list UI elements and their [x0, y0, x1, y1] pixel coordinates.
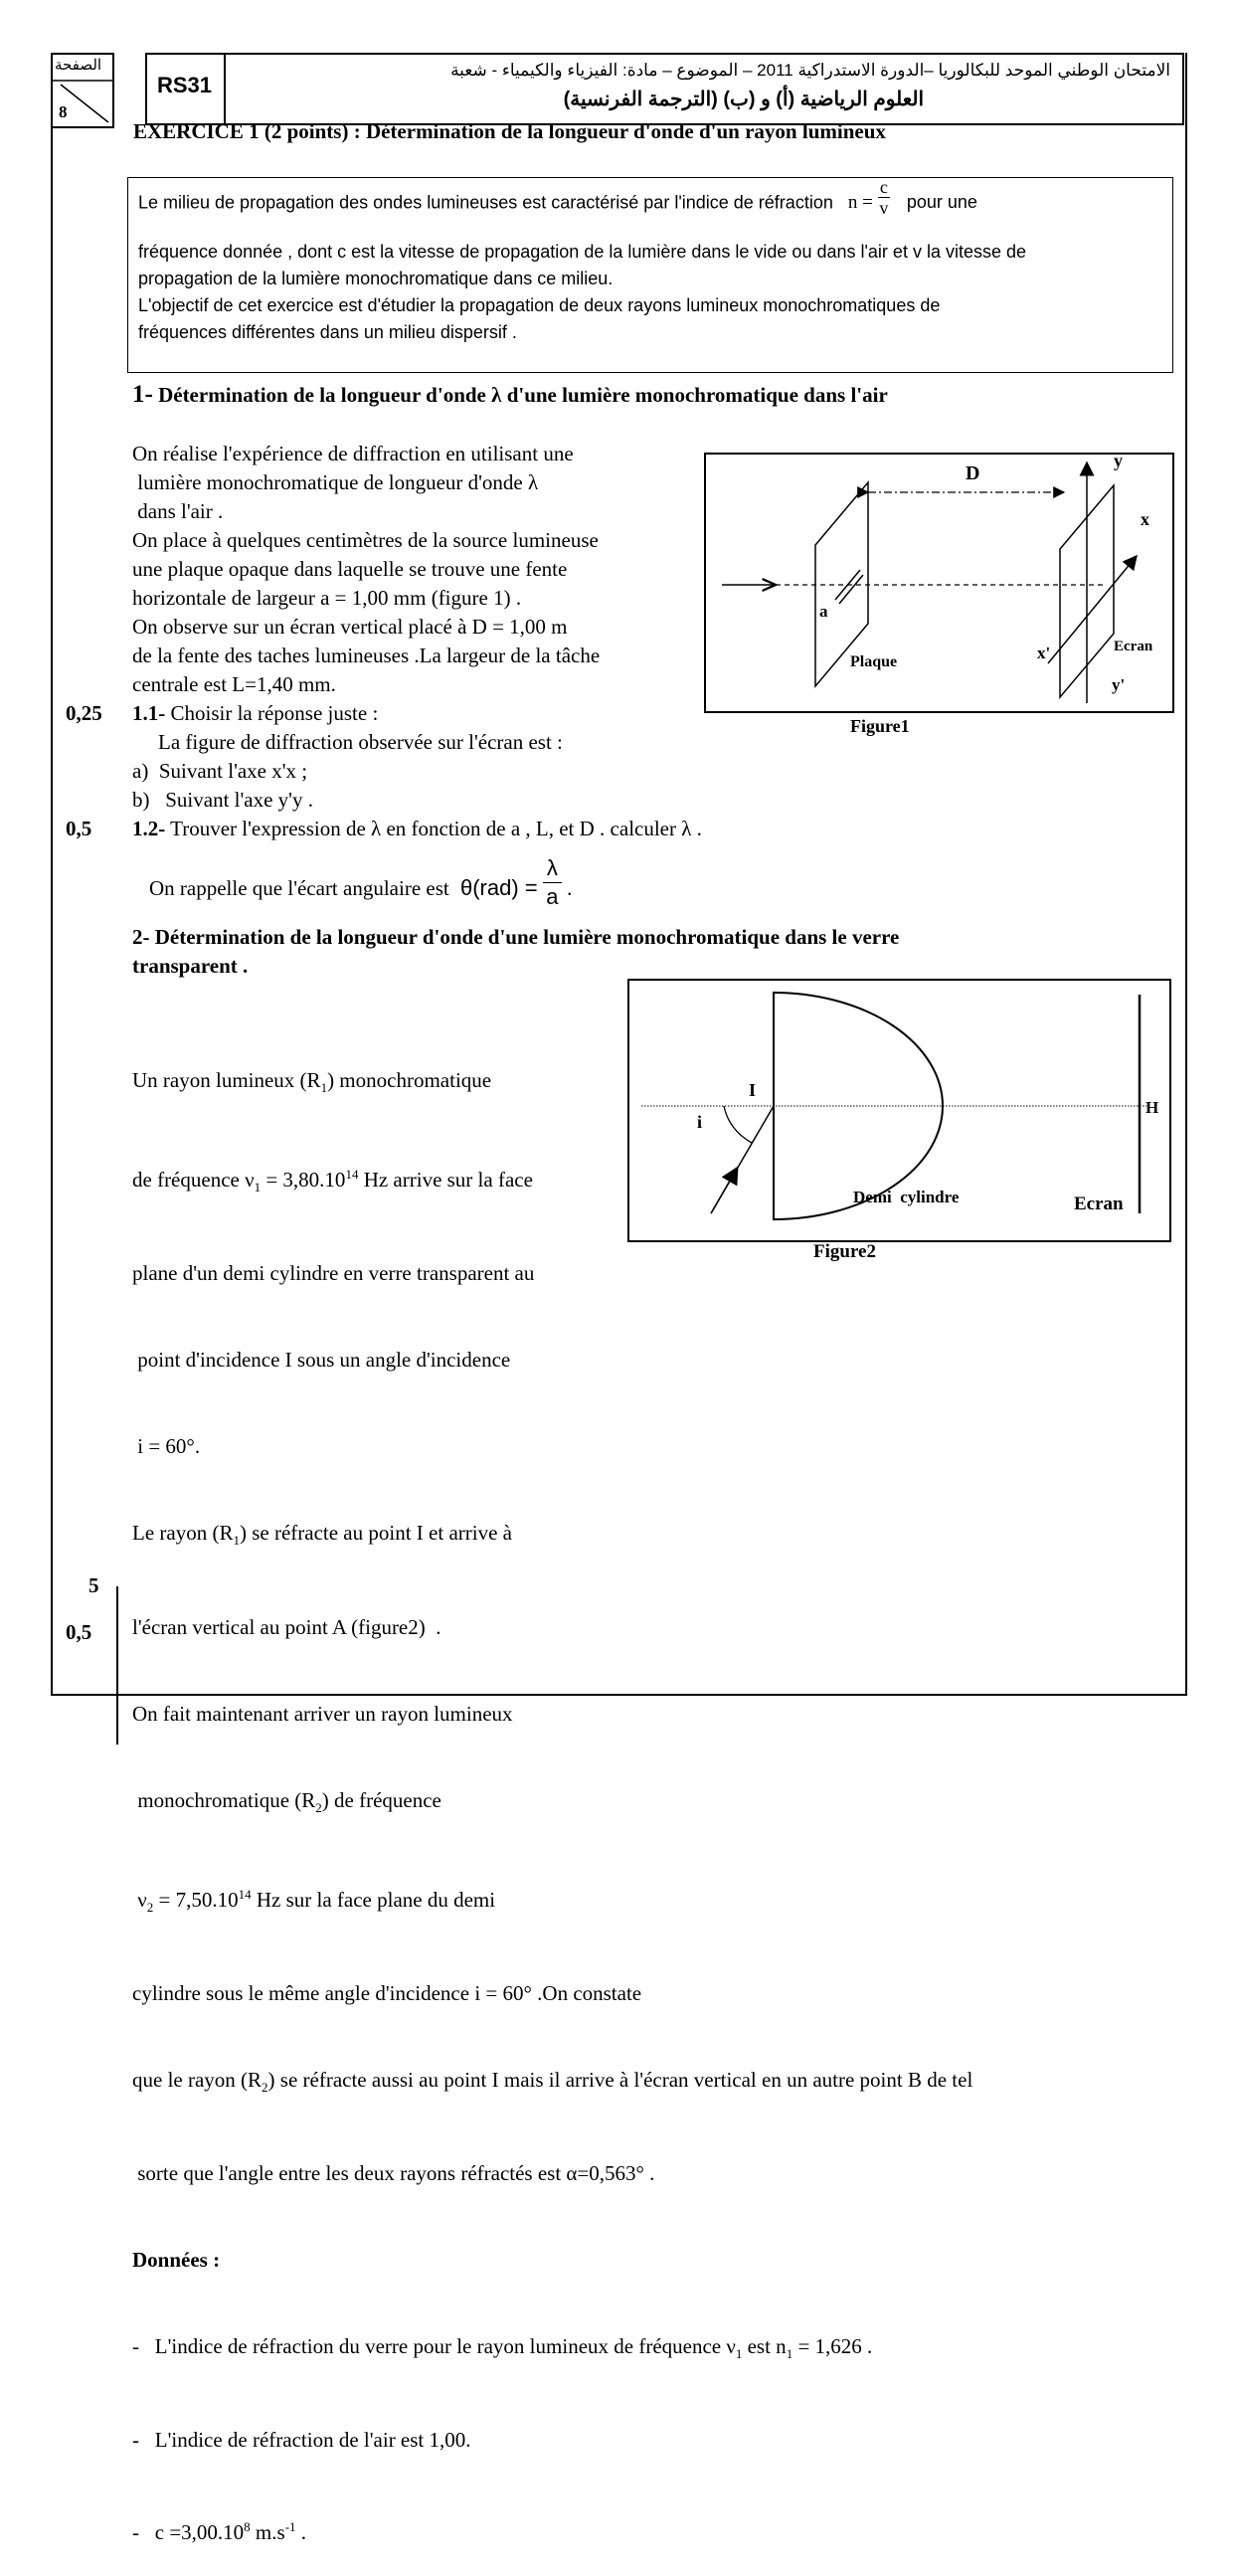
question-1-2	[132, 815, 702, 843]
fig2-label-ecran: Ecran	[1074, 1194, 1124, 1214]
figure-1-drawing	[706, 455, 1172, 711]
exercise-title: EXERCICE 1 (2 points) : Détermination de la longueur d'onde d'un rayon lumineux	[133, 119, 886, 143]
part2-num: 2-	[132, 925, 150, 949]
reminder-den: a	[546, 884, 559, 909]
part2-line-4: point d'incidence I sous un angle d'incidence	[132, 1348, 511, 1373]
fig2-label-demi-cylindre: Demi cylindre	[853, 1188, 960, 1206]
header-line-1: الامتحان الوطني الموحد للبكالوريا –الدورة الاستدراكية 2011 – الموضوع – مادة: الفيزياء والكيمياء - شعبة	[450, 61, 1170, 80]
page-number: 8	[59, 102, 68, 121]
reminder-line	[149, 850, 572, 914]
fig1-label-yprime: y'	[1112, 675, 1126, 694]
donnee-3: - $c =3,00.10^8$ $m.s^{-1}$ .	[132, 2519, 307, 2545]
points-q2: 0,5	[66, 1620, 92, 1644]
q1-1-option-b: b) Suivant l'axe y'y .	[132, 788, 313, 812]
header-line-2: العلوم الرياضية (أ) و (ب) (الترجمة الفرنسية)	[563, 89, 924, 110]
fig1-label-x: x	[1141, 509, 1149, 529]
angle-arc	[724, 1106, 752, 1143]
reminder-end: .	[567, 876, 573, 901]
q1-1-option-a: a) Suivant l'axe x'x ;	[132, 759, 308, 783]
intro-line-2: fréquence donnée , dont c est la vitesse de propagation de la lumière dans le vide ou dans l'air et v la vitesse de	[138, 242, 1026, 262]
donnee-1: - L'indice de réfraction du verre pour le rayon lumineux de fréquence $\nu_1$ est $n_1 = 1,626$ .	[132, 2334, 873, 2362]
part2-line-13: sorte que l'angle entre les deux rayons réfractés est α=0,563° .	[132, 2161, 655, 2186]
intro-text-a: Le milieu de propagation des ondes lumineuses est caractérisé par l'indice de réfraction	[138, 192, 833, 213]
page-label: الصفحة	[55, 57, 102, 74]
figure-1-caption: Figure1	[850, 716, 910, 736]
fig1-label-D: D	[966, 462, 980, 484]
intro-line-1	[138, 177, 977, 218]
formula-n-num: c	[879, 177, 888, 197]
part1-num: 1-	[132, 381, 153, 408]
fig2-label-I: I	[749, 1080, 757, 1100]
part1-line-3: dans l'air .	[132, 499, 224, 523]
page-number-box	[51, 53, 114, 128]
q1-1-text: Choisir la réponse juste :	[170, 701, 379, 725]
margin-divider	[116, 1586, 118, 1745]
part2-line-9: monochromatique $(R_2)$ de fréquence	[132, 1787, 441, 1815]
part2-line-7: l'écran vertical au point A (figure2) .	[132, 1614, 441, 1639]
reminder-text: On rappelle que l'écart angulaire est	[149, 876, 449, 901]
q1-1-num: 1.1-	[132, 701, 166, 725]
fig1-label-plaque: Plaque	[850, 653, 898, 670]
part2-line-10: $\nu_2 = 7,50.10^{14}$ Hz sur la face plane du demi	[132, 1886, 496, 1915]
q1-1-sub: La figure de diffraction observée sur l'écran est :	[158, 730, 563, 754]
fig1-label-a: a	[819, 602, 828, 621]
part2-title-1: Détermination de la longueur d'onde d'une lumière monochromatique dans le verre	[154, 925, 900, 949]
part2-line-3: plane d'un demi cylindre en verre transparent au	[132, 1261, 535, 1286]
formula-n-frac	[878, 177, 890, 218]
q1-2-text: Trouver l'expression de λ en fonction de a , L, et D . calculer λ .	[170, 817, 702, 840]
intro-line-4: L'objectif de cet exercice est d'étudier la propagation de deux rayons lumineux monochromatiques de	[138, 295, 941, 315]
part2-line-2: de fréquence $\nu_1 = 3,80.10^{14}$ Hz arrive sur la face	[132, 1167, 533, 1196]
part1-line-9: centrale est L=1,40 mm.	[132, 672, 336, 696]
part1-line-1: On réalise l'expérience de diffraction en utilisant une	[132, 442, 574, 465]
part1-line-5: une plaque opaque dans laquelle se trouve une fente	[132, 557, 568, 581]
fig2-label-i: i	[697, 1112, 703, 1132]
ray-arrow	[711, 1169, 737, 1213]
question-1-1	[132, 699, 378, 728]
part2-line-12: que le rayon $(R_2)$ se réfracte aussi au point I mais il arrive à l'écran vertical en un autre point B de tel	[132, 2067, 973, 2096]
figure-2	[627, 979, 1171, 1242]
part2-title-2: transparent .	[132, 954, 249, 978]
reminder-frac	[543, 854, 562, 911]
part1-line-7: On observe sur un écran vertical placé à D = 1,00 m	[132, 615, 568, 639]
exam-code: RS31	[157, 73, 213, 97]
formula-n-den: v	[879, 198, 889, 218]
fig1-label-ecran: Ecran	[1114, 639, 1153, 654]
fig1-label-y: y	[1114, 451, 1123, 470]
intro-line-3: propagation de la lumière monochromatique dans ce milieu.	[138, 269, 614, 288]
part1-heading	[132, 380, 888, 410]
reminder-formula-lhs: θ(rad) =	[459, 875, 538, 901]
figure-1	[704, 453, 1174, 713]
points-q1-1: 0,25	[66, 701, 102, 725]
formula-n-lhs: n =	[847, 192, 873, 214]
q1-2-num: 1.2-	[132, 817, 166, 840]
part1-line-8: de la fente des taches lumineuses .La largeur de la tâche	[132, 644, 601, 667]
intro-text-b: pour une	[906, 192, 977, 213]
part2-line-1: Un rayon lumineux $(R_1)$ monochromatique	[132, 1068, 492, 1096]
code-box	[145, 53, 226, 125]
part2-line-11: cylindre sous le même angle d'incidence i = 60° .On constate	[132, 1980, 642, 2005]
points-total: 5	[88, 1573, 99, 1597]
title-box	[224, 53, 1184, 125]
reminder-num: λ	[543, 854, 562, 883]
fig2-label-H: H	[1145, 1098, 1159, 1117]
part1-line-6: horizontale de largeur a = 1,00 mm (figure 1) .	[132, 586, 522, 610]
part1-text	[132, 440, 600, 699]
part2-heading	[132, 923, 899, 951]
part2-line-6: Le rayon $(R_1)$ se réfracte au point I et arrive à	[132, 1521, 512, 1549]
part1-title: Détermination de la longueur d'onde λ d'une lumière monochromatique dans l'air	[158, 383, 888, 407]
part1-line-2: lumière monochromatique de longueur d'onde λ	[132, 470, 539, 494]
figure-2-caption: Figure2	[813, 1241, 876, 1262]
slit-2	[839, 575, 863, 604]
part1-line-4: On place à quelques centimètres de la source lumineuse	[132, 528, 599, 552]
part2-line-8: On fait maintenant arriver un rayon lumineux	[132, 1701, 513, 1726]
intro-box	[127, 177, 1173, 373]
donnees-heading: Données :	[132, 2248, 221, 2273]
part2-line-5: i = 60°.	[132, 1434, 201, 1459]
intro-line-5: fréquences différentes dans un milieu dispersif .	[138, 322, 517, 342]
fig1-label-xprime: x'	[1037, 644, 1051, 662]
points-q1-2: 0,5	[66, 817, 92, 840]
donnee-2: - L'indice de réfraction de l'air est 1,00.	[132, 2428, 471, 2453]
